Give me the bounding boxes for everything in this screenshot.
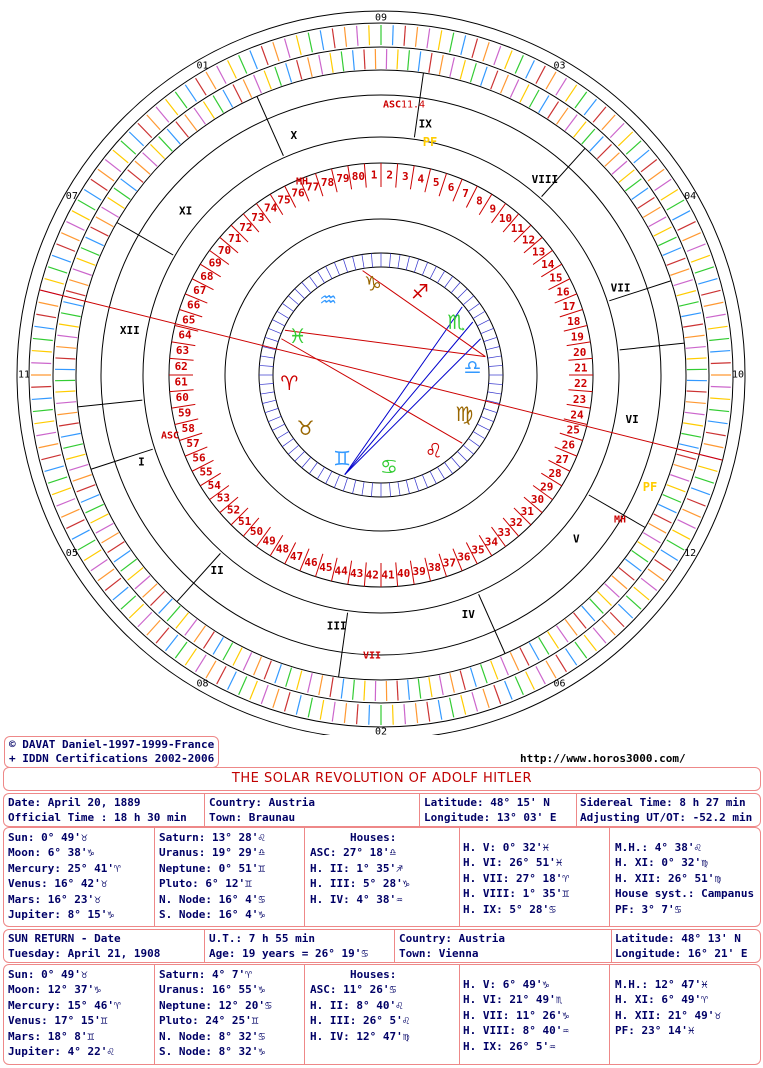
natal-houses-col2 (463, 840, 569, 917)
age-label: 57 (186, 436, 200, 450)
age-label: 42 (365, 568, 379, 582)
revolution-houses-col3 (615, 977, 721, 1039)
natal-time: Official Time : 18 h 30 min (8, 811, 187, 825)
outer-number: 09 (374, 12, 388, 24)
age-label: 54 (207, 478, 221, 492)
house-cusp: H. II: 1° 35'♐ (310, 861, 403, 875)
house-cusp: M.H.: 12° 47'♓ (615, 978, 708, 991)
age-label: 16 (556, 285, 570, 299)
age-label: 33 (497, 526, 511, 540)
house-vii-label: VII (362, 650, 382, 662)
natal-planets-col1 (8, 830, 121, 922)
house-cusp: H. VI: 21° 49'♏ (463, 993, 563, 1007)
natal-sidereal-time: Sidereal Time: 8 h 27 min (580, 796, 746, 809)
mh-label: MH (295, 176, 309, 188)
natal-positions-box (3, 827, 761, 927)
house-cusp: H. VI: 26° 51'♓ (463, 856, 563, 870)
natal-date: Date: April 20, 1889 (8, 796, 141, 809)
planet-position: Jupiter: 4° 22'♌ (8, 1045, 114, 1059)
revolution-houses-col1 (310, 967, 409, 1044)
age-label: 32 (509, 515, 523, 529)
age-label: 45 (319, 560, 333, 574)
zodiac-sign-icon: ♈ (280, 371, 299, 396)
house-cusp: H. XII: 21° 49'♉ (615, 1008, 721, 1022)
house-cusp: H. IX: 26° 5'♒ (463, 1039, 556, 1053)
house-cusp: M.H.: 4° 38'♌ (615, 841, 702, 854)
age-label: 41 (381, 568, 395, 582)
outer-number: 05 (65, 548, 78, 559)
age-label: 25 (566, 423, 580, 437)
age-label: 7 (462, 187, 469, 201)
age-label: 78 (320, 175, 335, 189)
house-cusp: H. VII: 11° 26'♑ (463, 1008, 569, 1022)
age-label: 37 (442, 556, 457, 570)
pf-label: PF (422, 135, 438, 149)
age-label: 74 (263, 201, 278, 215)
age-label: 14 (541, 258, 555, 272)
age-label: 55 (199, 465, 213, 479)
revolution-planets-col2 (159, 967, 272, 1059)
zodiac-sign-icon: ♑ (364, 271, 382, 296)
age-label: 56 (192, 451, 206, 465)
house-cusp: H. II: 8° 40'♌ (310, 998, 403, 1012)
wheel-labels (18, 13, 744, 736)
zodiac-sign-icon: ♐ (410, 279, 429, 304)
planet-position: Moon: 6° 38'♑ (8, 846, 95, 860)
house-cusp: ASC: 27° 18'♎ (310, 846, 397, 860)
age-label: 63 (175, 344, 190, 358)
revolution-date: Tuesday: April 21, 1908 (8, 947, 161, 961)
house-numeral: VII (610, 281, 631, 295)
age-label: 65 (182, 313, 196, 327)
planet-position: Pluto: 6° 12'♊ (159, 877, 252, 891)
planet-position: Moon: 12° 37'♑ (8, 983, 101, 997)
age-label: 79 (336, 172, 350, 186)
outer-number: 11 (17, 369, 31, 381)
age-label: 64 (178, 328, 192, 342)
age-label: 27 (555, 453, 569, 467)
age-label: 23 (572, 392, 587, 406)
natal-longitude: Longitude: 13° 03' E (424, 811, 557, 825)
outer-number: 10 (731, 369, 745, 381)
zodiac-sign-icon: ♒ (319, 287, 338, 312)
planet-position: Sun: 0° 49'♉ (8, 831, 88, 844)
outer-number: 08 (196, 678, 209, 690)
planet-position: Mars: 16° 23'♉ (8, 892, 101, 906)
age-label: 71 (228, 232, 242, 246)
website-link[interactable]: http://www.horos3000.com/ (520, 752, 686, 765)
age-label: 75 (277, 193, 291, 207)
planet-position: Sun: 0° 49'♉ (8, 968, 88, 981)
age-label: 76 (291, 186, 305, 200)
house-cusp: H. VIII: 8° 40'♒ (463, 1024, 569, 1038)
house-cusp: ASC: 11° 26'♋ (310, 983, 397, 997)
planet-position: Mars: 18° 8'♊ (8, 1029, 95, 1043)
planet-position: Venus: 17° 15'♊ (8, 1014, 108, 1028)
planet-position: S. Node: 8° 32'♑ (159, 1045, 265, 1059)
revolution-date-label: SUN RETURN - Date (8, 932, 121, 945)
age-label: 8 (476, 194, 483, 208)
age-label: 19 (570, 330, 584, 344)
planet-position: Jupiter: 8° 15'♑ (8, 908, 114, 922)
planet-position: Pluto: 24° 25'♊ (159, 1014, 259, 1028)
age-label: 9 (489, 202, 497, 216)
house-numeral: VI (625, 412, 639, 426)
age-label: 58 (181, 421, 195, 435)
age-label: 31 (520, 504, 534, 518)
house-cusp: H. IV: 4° 38'♒ (310, 892, 403, 906)
house-cusp: H. V: 0° 32'♓ (463, 841, 550, 854)
planet-position: N. Node: 16° 4'♋ (159, 892, 265, 906)
house-cusp: H. IV: 12° 47'♍ (310, 1029, 410, 1043)
revolution-planets-col1 (8, 967, 121, 1059)
age-label: 69 (208, 256, 222, 270)
age-label: 68 (200, 270, 214, 284)
asc-label: ASC (160, 430, 180, 442)
revolution-age: Age: 19 years = 26° 19'♋ (209, 947, 368, 961)
natal-country: Country: Austria (209, 796, 315, 809)
planet-position: Neptune: 12° 20'♋ (159, 998, 272, 1012)
age-label: 35 (471, 543, 485, 557)
age-label: 28 (548, 466, 562, 480)
age-label: 47 (289, 549, 304, 563)
natal-town: Town: Braunau (209, 811, 296, 825)
house-numeral: X (290, 128, 298, 142)
age-label: 77 (305, 180, 320, 194)
house-numeral: XI (179, 204, 193, 218)
age-label: 62 (174, 359, 188, 373)
zodiac-sign-icon: ♎ (463, 354, 482, 379)
age-label: 52 (226, 503, 241, 517)
age-label: 43 (350, 567, 364, 581)
house-cusp: H. VIII: 1° 35'♊ (463, 887, 569, 901)
outer-number: 03 (553, 60, 566, 72)
house-numeral: XII (119, 324, 140, 338)
age-label: 39 (412, 564, 426, 578)
outer-number: 01 (196, 60, 209, 72)
age-label: 66 (187, 298, 201, 312)
age-label: 30 (530, 493, 545, 507)
age-label: 17 (562, 300, 576, 314)
natal-info-box (3, 793, 761, 827)
house-numeral: I (138, 455, 145, 469)
age-label: 61 (174, 375, 188, 389)
asc-degree: 11.4 (400, 99, 426, 111)
asc-label: ASC (382, 99, 402, 111)
outer-number: 12 (684, 548, 697, 559)
outer-number: 02 (374, 726, 388, 735)
copyright-text: © DAVAT Daniel-1997-1999-France (9, 738, 215, 751)
age-label: 12 (521, 233, 536, 247)
age-label: 59 (178, 406, 192, 420)
planet-position: N. Node: 8° 32'♋ (159, 1029, 265, 1043)
outer-number: 07 (65, 191, 78, 202)
certification-text: + IDDN Certifications 2002-2006 (9, 752, 215, 765)
age-label: 44 (334, 564, 348, 578)
house-cusp: H. III: 5° 28'♑ (310, 877, 410, 891)
house-cusp: H. VII: 27° 18'♈ (463, 871, 569, 885)
zodiac-sign-icon: ♋ (380, 454, 398, 479)
age-label: 22 (574, 377, 588, 391)
house-numeral: V (573, 532, 580, 546)
house-cusp: H. XI: 6° 49'♈ (615, 993, 708, 1007)
age-label: 5 (432, 176, 440, 190)
planet-position: Saturn: 4° 7'♈ (159, 968, 252, 981)
revolution-longitude: Longitude: 16° 21' E (615, 947, 748, 961)
natal-latitude: Latitude: 48° 15' N (424, 796, 550, 809)
natal-houses-title: Houses: (350, 831, 397, 844)
house-cusp: H. III: 26° 5'♌ (310, 1014, 410, 1028)
natal-planets-col2 (159, 830, 265, 922)
revolution-houses-col2 (463, 977, 569, 1054)
age-label: 40 (397, 567, 411, 581)
age-label: 36 (457, 550, 471, 564)
planet-position: S. Node: 16° 4'♑ (159, 908, 265, 922)
age-label: 13 (531, 245, 546, 259)
pf-label: PF (642, 480, 658, 494)
mh-label: MH (613, 514, 627, 526)
age-label: 21 (574, 361, 588, 375)
age-label: 60 (175, 391, 189, 405)
age-label: 24 (570, 408, 584, 422)
zodiac-sign-icon: ♍ (455, 401, 474, 426)
house-numeral: IV (461, 608, 475, 622)
age-label: 1 (370, 168, 378, 182)
age-label: 48 (275, 542, 290, 556)
planet-position: Saturn: 13° 28'♌ (159, 831, 265, 844)
house-numeral: VIII (531, 173, 559, 187)
age-label: 49 (262, 534, 276, 548)
house-numeral: III (326, 619, 347, 633)
zodiac-sign-icon: ♓ (288, 324, 307, 349)
revolution-houses-title: Houses: (350, 968, 397, 981)
zodiac-sign-icon: ♊ (333, 446, 352, 471)
house-cusp: H. XI: 0° 32'♍ (615, 856, 708, 870)
house-cusp: H. XII: 26° 51'♍ (615, 871, 721, 885)
age-label: 15 (549, 271, 563, 285)
revolution-country: Country: Austria (399, 932, 505, 945)
house-numeral: IX (418, 117, 432, 131)
age-label: 2 (386, 168, 394, 182)
revolution-latitude: Latitude: 48° 13' N (615, 932, 741, 945)
outer-number: 04 (684, 191, 697, 202)
age-label: 67 (193, 283, 207, 297)
house-cusp: PF: 23° 14'♓ (615, 1024, 695, 1038)
natal-adjusting: Adjusting UT/OT: -52.2 min (580, 811, 753, 825)
age-label: 4 (417, 172, 425, 186)
revolution-positions-box (3, 964, 761, 1065)
age-label: 29 (540, 480, 554, 494)
age-label: 3 (402, 169, 409, 183)
page-title: THE SOLAR REVOLUTION OF ADOLF HITLER (3, 767, 761, 791)
age-label: 53 (216, 491, 231, 505)
planet-position: Neptune: 0° 51'♊ (159, 861, 265, 875)
planet-position: Mercury: 25° 41'♈ (8, 861, 121, 875)
outer-number: 06 (553, 678, 566, 690)
age-label: 46 (304, 555, 318, 569)
age-label: 20 (573, 345, 587, 359)
revolution-ut: U.T.: 7 h 55 min (209, 932, 315, 945)
age-label: 51 (237, 514, 252, 528)
age-label: 18 (567, 315, 581, 329)
revolution-town: Town: Vienna (399, 947, 479, 961)
age-label: 38 (427, 561, 442, 575)
house-cusp: House syst.: Campanus (615, 887, 755, 901)
zodiac-sign-icon: ♏ (447, 310, 466, 335)
age-label: 34 (484, 535, 499, 549)
wheel-rings (17, 11, 745, 735)
natal-houses-col3 (615, 840, 754, 917)
zodiac-sign-icon: ♌ (424, 438, 443, 463)
house-numeral: II (210, 563, 224, 577)
credits-box (4, 736, 219, 768)
age-label: 72 (239, 221, 253, 235)
natal-houses-col1 (310, 830, 409, 907)
revolution-info-box (3, 929, 761, 963)
planet-position: Mercury: 15° 46'♈ (8, 998, 121, 1012)
age-label: 11 (510, 222, 525, 236)
house-cusp: H. IX: 5° 28'♋ (463, 902, 556, 916)
house-cusp: PF: 3° 7'♋ (615, 902, 682, 916)
planet-position: Uranus: 19° 29'♎ (159, 846, 265, 860)
age-label: 6 (447, 181, 455, 195)
age-label: 73 (251, 210, 265, 224)
house-cusp: H. V: 6° 49'♑ (463, 978, 550, 991)
zodiac-sign-icon: ♉ (296, 415, 315, 440)
age-label: 70 (217, 243, 232, 257)
age-label: 80 (351, 169, 365, 183)
planet-position: Venus: 16° 42'♉ (8, 877, 108, 891)
planet-position: Uranus: 16° 55'♑ (159, 983, 265, 997)
age-label: 50 (249, 525, 264, 539)
age-label: 26 (561, 438, 575, 452)
age-label: 10 (498, 211, 513, 225)
